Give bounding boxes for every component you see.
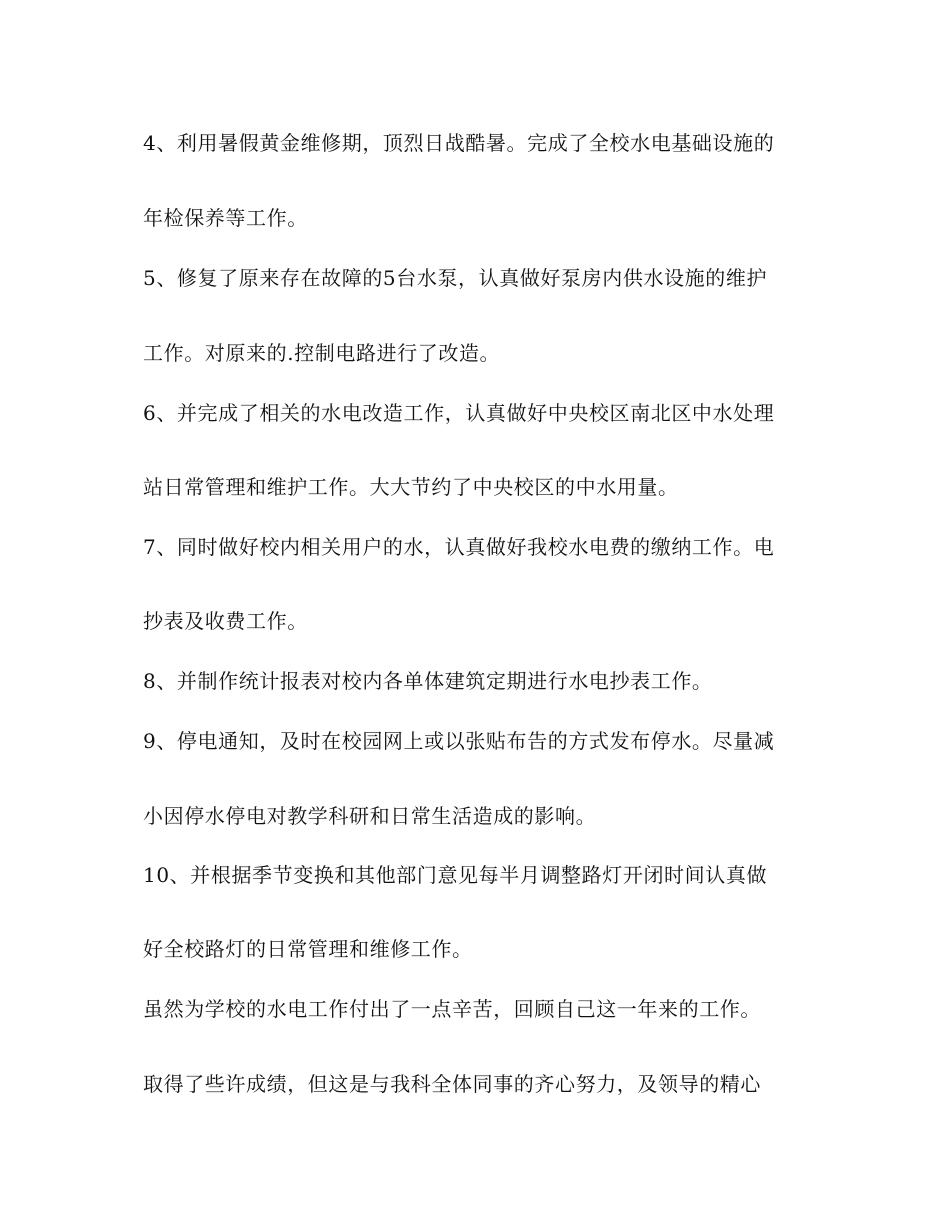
paragraph-line: 6、并完成了相关的水电改造工作，认真做好中央校区南北区中水处理 [143,401,775,425]
paragraph-line: 虽然为学校的水电工作付出了一点辛苦，回顾自己这一年来的工作。 [143,997,761,1021]
paragraph-line: 好全校路灯的日常管理和维修工作。 [143,937,473,961]
paragraph-line: 8、并制作统计报表对校内各单体建筑定期进行水电抄表工作。 [143,669,713,693]
paragraph-line: 工作。对原来的.控制电路进行了改造。 [143,341,501,365]
paragraph-line: 5、修复了原来存在故障的5台水泵，认真做好泵房内供水设施的维护 [143,266,768,290]
paragraph-line: 10、并根据季节变换和其他部门意见每半月调整路灯开闭时间认真做 [143,863,768,887]
paragraph-line: 9、停电通知，及时在校园网上或以张贴布告的方式发布停水。尽量减 [143,729,775,753]
paragraph-line: 抄表及收费工作。 [143,609,308,633]
paragraph-line: 小因停水停电对教学科研和日常生活造成的影响。 [143,804,597,828]
paragraph-line: 站日常管理和维护工作。大大节约了中央校区的中水用量。 [143,475,679,499]
paragraph-line: 取得了些许成绩，但这是与我科全体同事的齐心努力，及领导的精心 [143,1072,761,1096]
paragraph-line: 4、利用暑假黄金维修期，顶烈日战酷暑。完成了全校水电基础设施的 [143,131,775,155]
paragraph-line: 年检保养等工作。 [143,206,308,230]
paragraph-line: 7、同时做好校内相关用户的水，认真做好我校水电费的缴纳工作。电 [143,535,775,559]
